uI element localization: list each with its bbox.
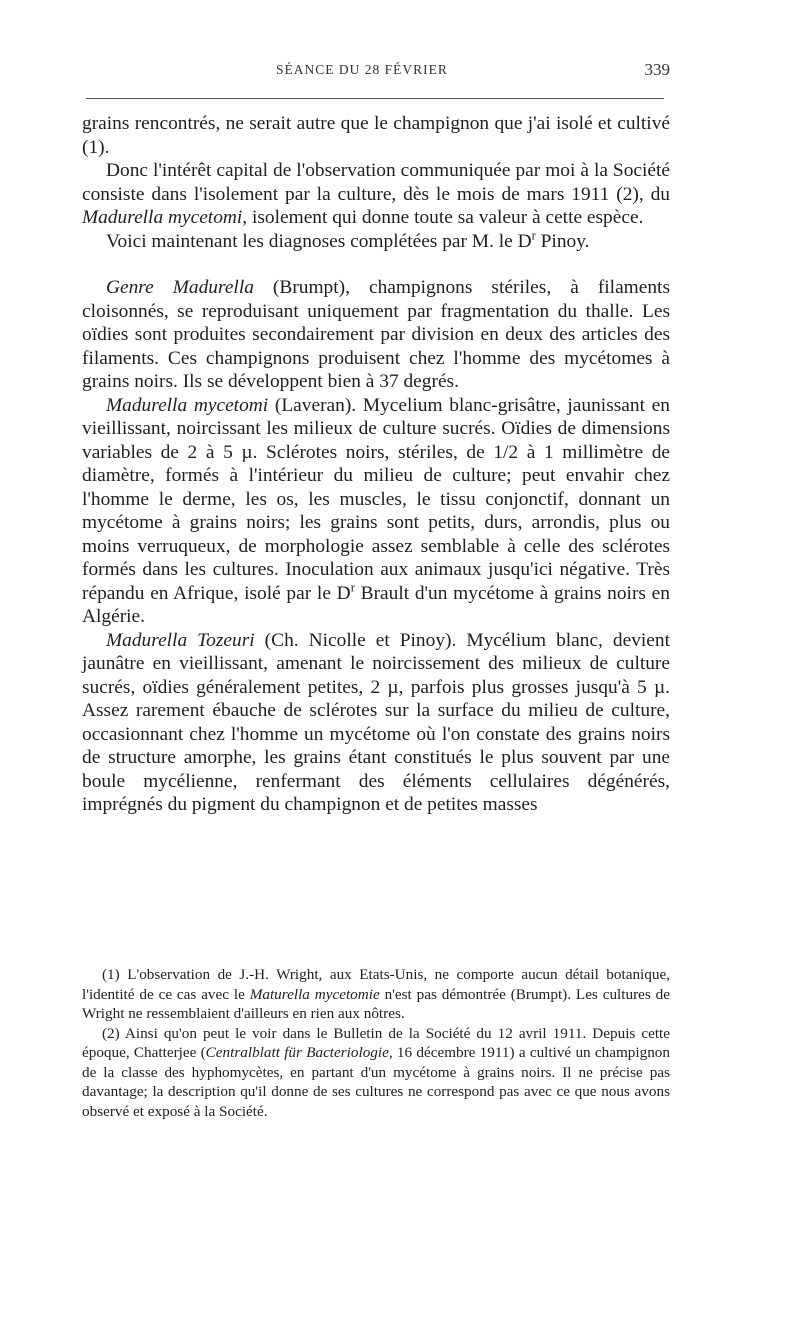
footnote-2: (2) Ainsi qu'on peut le voir dans le Bulletin de la Société du 12 avril 1911. Depuis cette époque, Chatterjee (Centralblatt für Bacteriologie, 16 décembre 1911) a cultivé un champignon de la classe des hyphomycètes, en partant d'un mycétome à grains noirs. Il ne précise pas davantage; la description qu'il donne de ses cultures ne correspond pas avec ce que nous avons observé et exposé à la Société. <box>82 1024 670 1120</box>
species-name: Madurella mycetomi <box>82 207 243 228</box>
paragraph-intro: Donc l'intérêt capital de l'observation communiquée par moi à la Société consiste dans l'isolement par la culture, dès le mois de mars 1911 (2), du Madurella mycetomi, isolement qui donne toute sa valeur à cette espèce. <box>82 160 670 228</box>
paragraph-madurella-tozeuri: Madurella Tozeuri (Ch. Nicolle et Pinoy). Mycélium blanc, devient jaunâtre en vieillissant, amenant le noircissement des milieux de culture sucrés, oïdies généralement petites, 2 µ, parfois plus grosses jusqu'à 5 µ. Assez rarement ébauche de sclérotes sur la surface du milieu de culture, occasionnant chez l'homme un mycétome où l'on constate des grains noirs de structure amorphe, les grains étant constitués le plus souvent par une boule mycélienne, renfermant des éléments cellulaires dégénérés, imprégnés du pigment du champignon et de petites masses <box>82 629 670 815</box>
body-text <box>82 112 670 817</box>
page-header <box>82 60 670 84</box>
page-number: 339 <box>644 60 670 79</box>
running-head: SÉANCE DU 28 FÉVRIER <box>276 62 448 77</box>
paragraph-continuation: grains rencontrés, ne serait autre que le champignon que j'ai isolé et cultivé (1). <box>82 113 670 158</box>
genus-name: Genre Madurella <box>106 277 254 298</box>
species-name: Madurella mycetomi <box>106 394 269 416</box>
paragraph-madurella-mycetomi: Madurella mycetomi (Laveran). Mycelium blanc-grisâtre, jaunissant en vieillissant, noircissant les milieux de culture sucrés. Oïdies de dimensions variables de 2 à 5 µ. Sclérotes noirs, stériles, de 1/2 à 1 millimètre de diamètre, formés à l'intérieur du milieu de culture; peut envahir chez l'homme le derme, les os, les muscles, le tissu conjonctif, donnant un mycétome à grains noirs; les grains sont petits, durs, arrondis, plus ou moins verruqueux, de morphologie assez semblable à celle des sclérotes formés dans les cultures. Inoculation aux animaux jusqu'ici négative. Très répandu en Afrique, isolé par le $D^r$ Brault d'un mycétome à grains noirs en Algérie. <box>82 394 670 627</box>
paragraph-genre-madurella: Genre Madurella (Brumpt), champignons stériles, à filaments cloisonnés, se reproduisant uniquement par fragmentation du thalle. Les oïdies sont produites secondairement par division en deux des articles des filaments. Ces champignons produisent chez l'homme des mycétomes à grains noirs. Ils se développent bien à 37 degrés. <box>82 277 670 392</box>
footnotes <box>82 965 670 1121</box>
species-name: Madurella Tozeuri <box>106 629 255 651</box>
footnote-1: (1) L'observation de J.-H. Wright, aux Etats-Unis, ne comporte aucun détail botanique, l'identité de ce cas avec le Maturella mycetomie n'est pas démontrée (Brumpt). Les cultures de Wright ne ressemblaient d'ailleurs en rien aux nôtres. <box>82 966 670 1022</box>
paragraph-diagnoses-intro: Voici maintenant les diagnoses complétées par M. le $D^r$ Pinoy. <box>106 228 590 252</box>
header-rule <box>86 98 664 99</box>
